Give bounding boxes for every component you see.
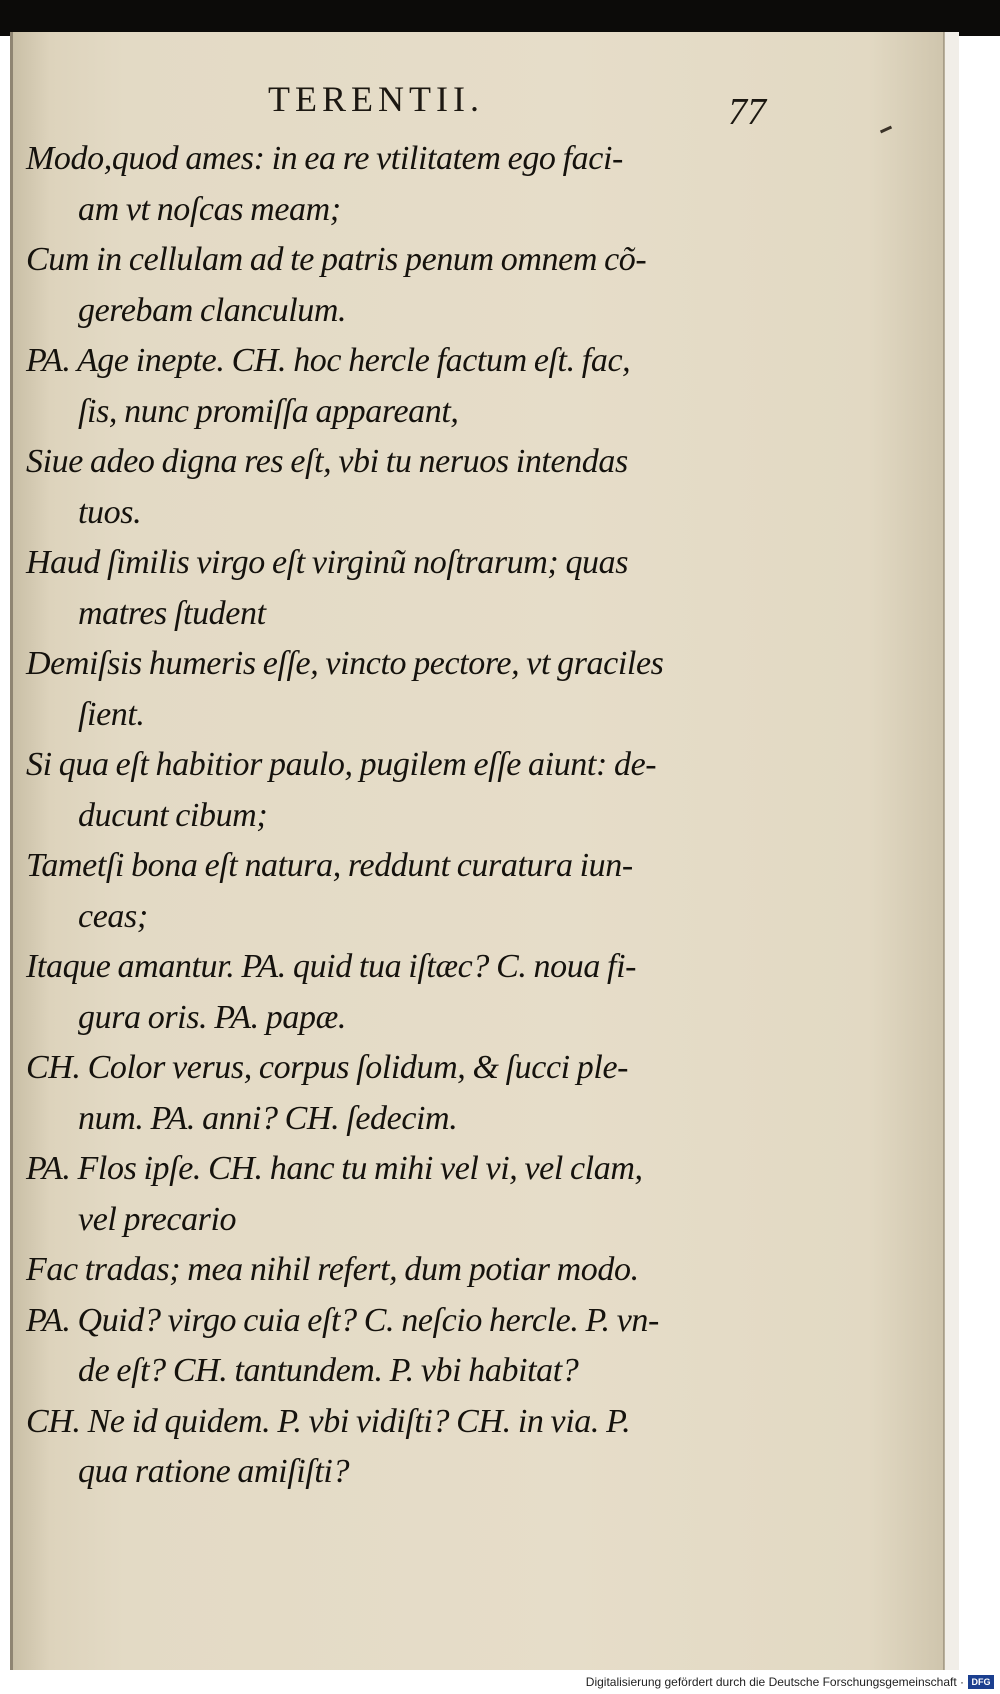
verse-line: matres ſtudent <box>78 594 266 632</box>
dfg-logo: DFG <box>968 1675 994 1689</box>
verse-line: vel precario <box>78 1200 237 1238</box>
running-head: TERENTII. <box>268 79 484 119</box>
verse-line: ſient. <box>78 695 145 733</box>
page-number: 77 <box>728 91 766 133</box>
verse-line: am vt noſcas meam; <box>78 190 341 228</box>
verse-line: Siue adeo digna res eſt, vbi tu neruos intendas <box>26 443 628 480</box>
verse-line: Itaque amantur. PA. quid tua iſtæc? C. noua fi- <box>26 948 637 985</box>
verse-line: Demiſsis humeris eſſe, vincto pectore, vt graciles <box>26 645 664 682</box>
verse-line: Cum in cellulam ad te patris penum omnem cõ- <box>26 241 647 278</box>
verse-line: CH. Color verus, corpus ſolidum, & ſucci ple- <box>26 1049 629 1086</box>
verse-line: num. PA. anni? CH. ſedecim. <box>78 1099 458 1137</box>
verse-line: PA. Age inepte. CH. hoc hercle factum eſt. fac, <box>26 342 631 379</box>
footer-bar <box>0 1672 1000 1694</box>
page-edge <box>944 32 959 1670</box>
verse-line: ſis, nunc promiſſa appareant, <box>78 392 459 430</box>
verse-line: gura oris. PA. papæ. <box>78 998 346 1036</box>
verse-line: PA. Quid? virgo cuia eſt? C. neſcio hercle. P. vn- <box>26 1301 659 1339</box>
verse-line: de eſt? CH. tantundem. P. vbi habitat? <box>78 1352 579 1389</box>
footer-credit: Digitalisierung gefördert durch die Deutsche Forschungsgemeinschaft · <box>585 1675 964 1689</box>
verse-line: Tametſi bona eſt natura, reddunt curatura iun- <box>26 847 633 884</box>
verse-text-block <box>26 134 776 1498</box>
verse-line: Si qua eſt habitior paulo, pugilem eſſe aiunt: de- <box>26 746 657 783</box>
scan-top-border <box>0 0 1000 36</box>
verse-line: ceas; <box>78 897 148 935</box>
verse-line: Modo,quod ames: in ea re vtilitatem ego faci- <box>26 140 623 177</box>
verse-line: Haud ſimilis virgo eſt virginũ noſtrarum; quas <box>26 544 629 581</box>
verse-line: gerebam clanculum. <box>78 291 347 329</box>
verse-line: PA. Flos ipſe. CH. hanc tu mihi vel vi, vel clam, <box>26 1150 643 1187</box>
verse-line: qua ratione amiſiſti? <box>78 1453 350 1490</box>
verse-line: Fac tradas; mea nihil refert, dum potiar modo. <box>26 1251 639 1288</box>
verse-line: tuos. <box>78 493 142 531</box>
verse-line: ducunt cibum; <box>78 796 268 834</box>
verse-line: CH. Ne id quidem. P. vbi vidiſti? CH. in via. P. <box>26 1402 631 1440</box>
